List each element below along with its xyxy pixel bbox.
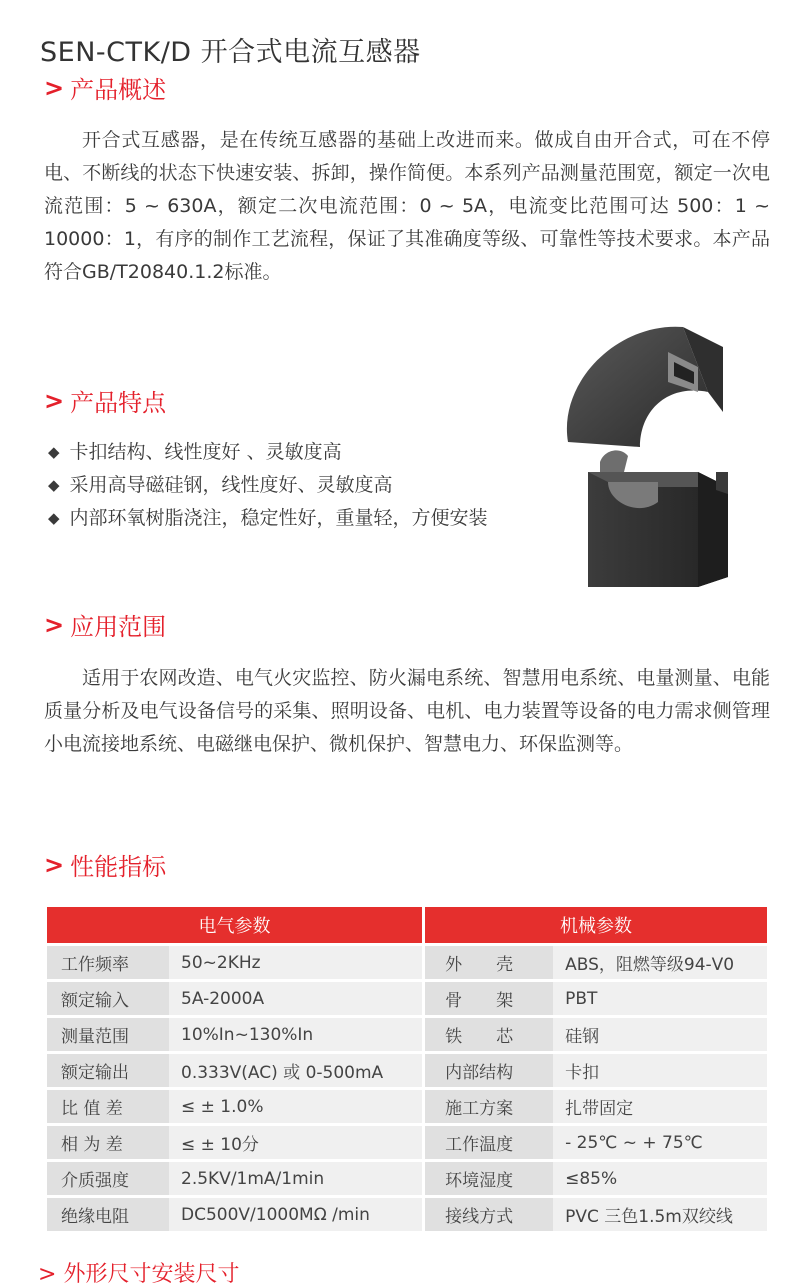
- diamond-bullet-icon: ◆: [48, 443, 60, 461]
- list-item: ◆ 内部环氧树脂浇注，稳定性好，重量轻，方便安装: [48, 502, 488, 535]
- mechanical-param-name: 骨 架: [425, 982, 553, 1015]
- mechanical-param-name: 环境湿度: [425, 1162, 553, 1195]
- electrical-param-name: 测量范围: [47, 1018, 169, 1051]
- section-heading-overview: [44, 70, 166, 105]
- mechanical-param-name: 铁 芯: [425, 1018, 553, 1051]
- electrical-param-value: 2.5KV/1mA/1min: [169, 1162, 422, 1195]
- overview-text: 开合式互感器，是在传统互感器的基础上改进而来。做成自由开合式，可在不停电、不断线的状态下快速安装、拆卸，操作简便。本系列产品测量范围宽，额定一次电流范围：5 ~ 630A，额定二次电流范围：0 ~ 5A，电流变比范围可达 500：1 ~ 10000：1，有序的制作工艺流程，保证了其准确度等级、可靠性等技术要求。本产品符合GB/T20840.1.2标准。: [44, 129, 770, 283]
- mechanical-param-name: 工作温度: [425, 1126, 553, 1159]
- mechanical-param-value: PVC 三色1.5m双绞线: [553, 1198, 767, 1231]
- mechanical-param-value: PBT: [553, 982, 767, 1015]
- next-section-heading-partial: > 外形尺寸安装尺寸: [38, 1262, 240, 1287]
- electrical-param-value: ≤ ± 10分: [169, 1126, 422, 1159]
- mechanical-param-name: 施工方案: [425, 1090, 553, 1123]
- mechanical-param-name: 内部结构: [425, 1054, 553, 1087]
- mechanical-param-value: - 25℃ ~ + 75℃: [553, 1126, 767, 1159]
- electrical-param-name: 比 值 差: [47, 1090, 169, 1123]
- section-heading-features: [44, 383, 166, 418]
- electrical-param-name: 工作频率: [47, 946, 169, 979]
- mechanical-param-value: ≤85%: [553, 1162, 767, 1195]
- diamond-bullet-icon: ◆: [48, 476, 60, 494]
- mechanical-param-name: 外 壳: [425, 946, 553, 979]
- table-row: [47, 946, 767, 979]
- spec-table: [47, 904, 767, 1234]
- mechanical-param-value: 硅钢: [553, 1018, 767, 1051]
- section-heading-applications: [44, 607, 166, 642]
- table-header-mechanical: 机械参数: [425, 907, 767, 943]
- product-image: [548, 322, 768, 592]
- table-row: [47, 1090, 767, 1123]
- section-heading-label: 产品特点: [70, 389, 167, 417]
- table-row: [47, 982, 767, 1015]
- chevron-right-icon: >: [44, 386, 65, 415]
- table-row: [47, 1054, 767, 1087]
- page-title: SEN-CTK/D 开合式电流互感器: [40, 37, 421, 68]
- list-item: ◆ 采用高导磁硅钢，线性度好、灵敏度高: [48, 469, 488, 502]
- mechanical-param-value: ABS，阻燃等级94-V0: [553, 946, 767, 979]
- table-row: [47, 1198, 767, 1231]
- electrical-param-value: ≤ ± 1.0%: [169, 1090, 422, 1123]
- table-row: [47, 1018, 767, 1051]
- mechanical-param-value: 卡扣: [553, 1054, 767, 1087]
- electrical-param-value: 0.333V(AC) 或 0-500mA: [169, 1054, 422, 1087]
- section-heading-specs: [44, 847, 166, 882]
- features-list: [48, 436, 488, 535]
- table-row: [47, 1162, 767, 1195]
- electrical-param-value: 50~2KHz: [169, 946, 422, 979]
- list-item: ◆ 卡扣结构、线性度好 、灵敏度高: [48, 436, 488, 469]
- chevron-right-icon: >: [44, 610, 65, 639]
- table-header-row: [47, 907, 767, 943]
- chevron-right-icon: >: [38, 1262, 64, 1287]
- section-heading-label: 应用范围: [70, 613, 167, 641]
- electrical-param-value: 5A-2000A: [169, 982, 422, 1015]
- section-heading-label: 性能指标: [70, 853, 167, 881]
- table-row: [47, 1126, 767, 1159]
- mechanical-param-value: 扎带固定: [553, 1090, 767, 1123]
- chevron-right-icon: >: [44, 73, 65, 102]
- electrical-param-value: DC500V/1000MΩ /min: [169, 1198, 422, 1231]
- section-heading-label: 产品概述: [70, 76, 167, 104]
- table-header-electrical: 电气参数: [47, 907, 422, 943]
- electrical-param-value: 10%In~130%In: [169, 1018, 422, 1051]
- electrical-param-name: 额定输出: [47, 1054, 169, 1087]
- applications-text: 适用于农网改造、电气火灾监控、防火漏电系统、智慧用电系统、电量测量、电能质量分析及电气设备信号的采集、照明设备、电机、电力装置等设备的电力需求侧管理小电流接地系统、电磁继电保护、微机保护、智慧电力、环保监测等。: [44, 667, 770, 755]
- chevron-right-icon: >: [44, 850, 65, 879]
- electrical-param-name: 额定输入: [47, 982, 169, 1015]
- electrical-param-name: 绝缘电阻: [47, 1198, 169, 1231]
- mechanical-param-name: 接线方式: [425, 1198, 553, 1231]
- diamond-bullet-icon: ◆: [48, 509, 60, 527]
- electrical-param-name: 介质强度: [47, 1162, 169, 1195]
- electrical-param-name: 相 为 差: [47, 1126, 169, 1159]
